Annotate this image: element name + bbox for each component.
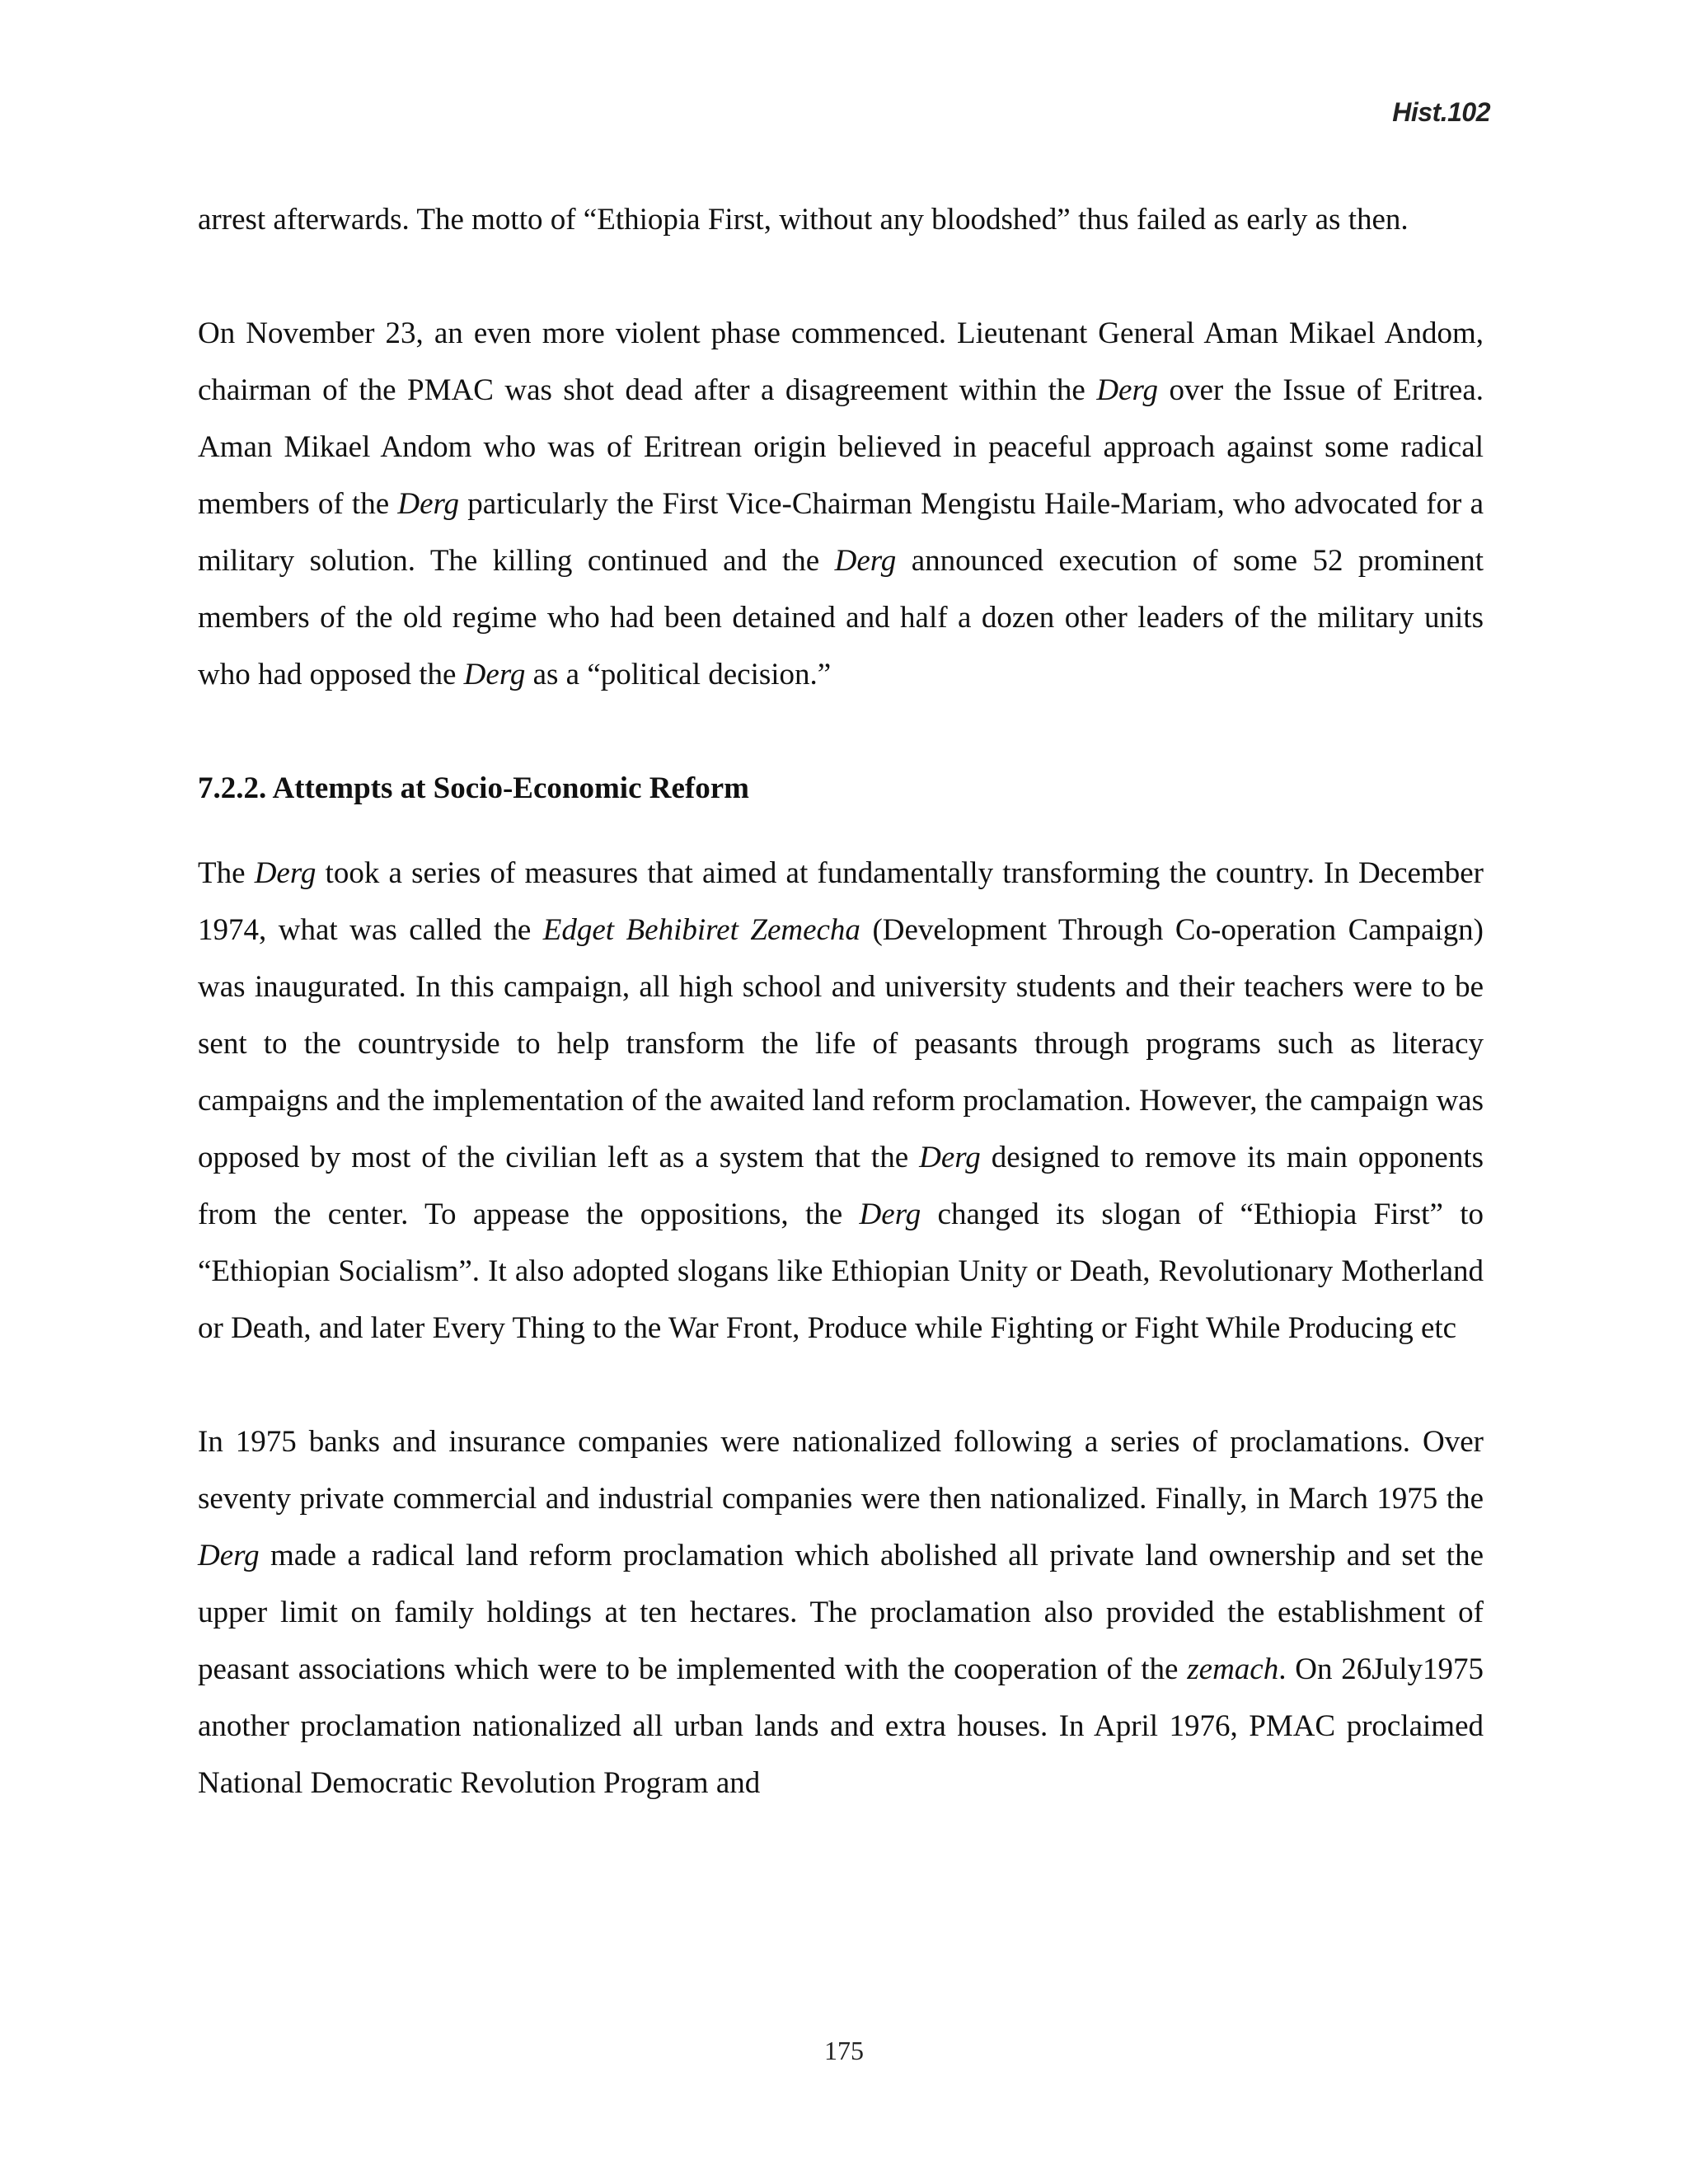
paragraph-text: The [198, 856, 255, 890]
paragraph-text: designed to remove its main opponents from the center. To appease the oppositions, the [198, 1141, 1484, 1231]
paragraph-text: (Development Through Co-operation Campaign) was inaugurated. In this campaign, all high school and university students and their teachers were to be sent to the countryside to help transform the life of peasants through programs such as literacy campaigns and the implementation of the awaited land reform proclamation. However, the campaign was opposed by most of the civilian left as a system that the [198, 913, 1484, 1174]
paragraph-arrest-afterwards [198, 191, 1484, 248]
paragraph-text: made a radical land reform proclamation which abolished all private land ownership and set the upper limit on family holdings at ten hectares. The proclamation also provided the establishment of peasant associations which were to be implemented with the cooperation of the [198, 1539, 1484, 1686]
italic-term-derg: Derg [254, 856, 316, 890]
italic-term-derg: Derg [859, 1197, 921, 1231]
italic-term-edget-behibiret-zemecha: Edget Behibiret Zemecha [542, 913, 860, 947]
italic-term-zemach: zemach [1187, 1652, 1279, 1686]
paragraph-text: took a series of measures that aimed at fundamentally transforming the country. In December 1974, what was called the [198, 856, 1484, 947]
italic-term-derg: Derg [463, 658, 526, 691]
paragraph-text: On November 23, an even more violent phase commenced. Lieutenant General Aman Mikael Andom, chairman of the PMAC was shot dead after a disagreement within the [198, 316, 1484, 407]
paragraph-text: arrest afterwards. The motto of “Ethiopia First, without any bloodshed” thus failed as early as then. [198, 203, 1409, 237]
italic-term-derg: Derg [1096, 373, 1158, 407]
paragraph-text: . On 26July1975 another proclamation nationalized all urban lands and extra houses. In April 1976, PMAC proclaimed National Democratic Revolution Program and [198, 1652, 1484, 1800]
paragraph-text: over the Issue of Eritrea. Aman Mikael Andom who was of Eritrean origin believed in peaceful approach against some radical members of the [198, 373, 1484, 521]
paragraph-text: changed its slogan of “Ethiopia First” to “Ethiopian Socialism”. It also adopted slogans like Ethiopian Unity or Death, Revolutionary Motherland or Death, and later Every Thing to the War Front, Produce while Fighting or Fight While Producing etc [198, 1197, 1484, 1345]
paragraph-text: particularly the First Vice-Chairman Mengistu Haile-Mariam, who advocated for a military solution. The killing continued and the [198, 487, 1484, 578]
paragraph-november-23 [198, 305, 1484, 703]
paragraph-1975-nationalization [198, 1413, 1484, 1811]
body-text [198, 191, 1484, 1868]
italic-term-derg: Derg [198, 1539, 260, 1572]
paragraph-text: as a “political decision.” [525, 658, 832, 691]
paragraph-text: announced execution of some 52 prominent members of the old regime who had been detained and half a dozen other leaders of the military units who had opposed the [198, 544, 1484, 691]
section-heading: 7.2.2. Attempts at Socio-Economic Reform [198, 771, 749, 805]
page-number: 175 [824, 2036, 864, 2065]
paragraph-text: In 1975 banks and insurance companies were nationalized following a series of proclamations. Over seventy private commercial and industrial companies were then nationalized. Finally, in March 1975 the [198, 1425, 1484, 1516]
italic-term-derg: Derg [397, 487, 460, 521]
running-header-course-code: Hist.102 [1392, 97, 1490, 127]
italic-term-derg: Derg [919, 1141, 981, 1174]
paragraph-derg-measures [198, 845, 1484, 1357]
italic-term-derg: Derg [834, 544, 897, 578]
